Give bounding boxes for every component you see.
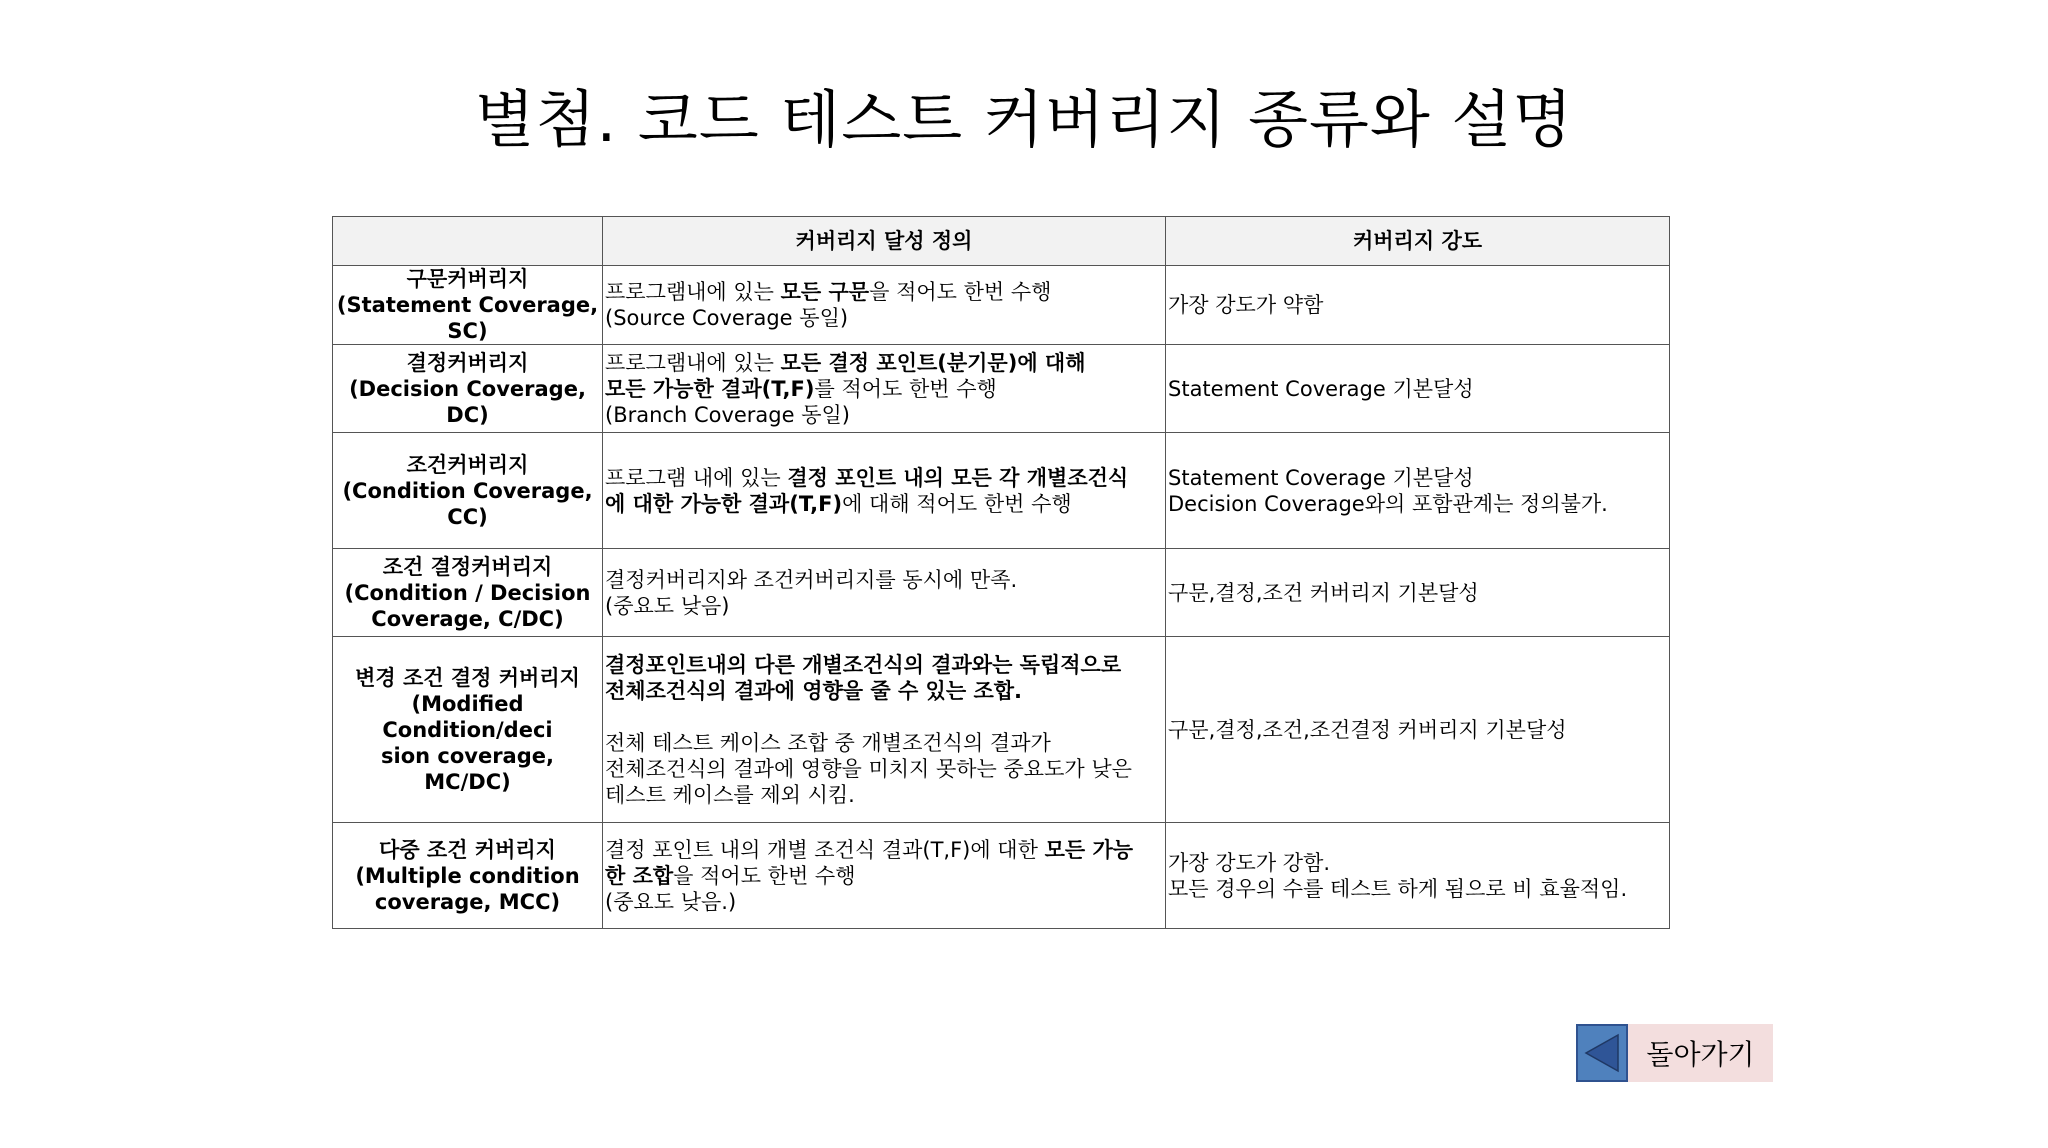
header-cell-empty	[333, 217, 603, 266]
strength-line: Statement Coverage 기본달성	[1168, 465, 1474, 490]
definition-line	[605, 652, 1163, 678]
definition-text: 결정 포인트 내의 개별 조건식 결과(T,F)에 대한	[605, 837, 1045, 862]
definition-text: (중요도 낮음)	[605, 593, 730, 618]
header-cell-definition: 커버리지 달성 정의	[603, 217, 1166, 266]
coverage-name-cell	[333, 637, 603, 823]
definition-text: 모든 결정 포인트(분기문)에 대해	[780, 350, 1086, 375]
page-title: 별첨. 코드 테스트 커버리지 종류와 설명	[474, 83, 1574, 156]
definition-line	[605, 889, 1163, 915]
definition-line	[605, 863, 1163, 889]
coverage-definition-cell	[603, 549, 1166, 637]
coverage-definition-cell	[603, 345, 1166, 433]
coverage-name-line: 구문커버리지	[406, 267, 529, 291]
table-row	[333, 433, 1670, 549]
coverage-name-cell	[333, 549, 603, 637]
definition-text: 모든 가능한 결과(T,F)	[605, 376, 815, 401]
coverage-definition-cell	[603, 433, 1166, 549]
definition-text: 프로그램내에 있는	[605, 280, 781, 304]
definition-line	[605, 782, 1163, 808]
definition-text: 전체조건식의 결과에 영향을 줄 수 있는 조합.	[605, 678, 1022, 703]
definition-text: 모든 구문	[780, 280, 870, 304]
table-row	[333, 549, 1670, 637]
header-cell-strength: 커버리지 강도	[1166, 217, 1670, 266]
definition-line	[605, 567, 1163, 593]
coverage-name-line: 결정커버리지	[406, 350, 529, 375]
table-header-row	[333, 217, 1670, 266]
definition-text: 테스트 케이스를 제외 시킴.	[605, 782, 855, 807]
coverage-strength-cell	[1166, 823, 1670, 929]
coverage-strength-cell	[1166, 637, 1670, 823]
coverage-name-line: (Condition / Decision	[344, 580, 591, 605]
back-button-label[interactable]: 돌아가기	[1628, 1024, 1773, 1082]
definition-line	[605, 376, 1163, 402]
definition-line	[605, 305, 1163, 331]
coverage-table	[332, 216, 1670, 929]
coverage-strength-cell	[1166, 345, 1670, 433]
definition-text: 프로그램내에 있는	[605, 350, 781, 375]
definition-line	[605, 730, 1163, 756]
coverage-name-line: 변경 조건 결정 커버리지	[355, 665, 580, 690]
definition-line	[605, 465, 1163, 491]
definition-text: 에 대한 가능한 결과(T,F)	[605, 491, 843, 516]
definition-text: 결정커버리지와 조건커버리지를 동시에 만족.	[605, 567, 1018, 592]
coverage-name-line: coverage, MCC)	[374, 889, 561, 914]
coverage-name-line: (Multiple condition	[355, 863, 580, 888]
definition-text: 전체조건식의 결과에 영향을 미치지 못하는 중요도가 낮은	[605, 756, 1132, 781]
coverage-strength-cell	[1166, 266, 1670, 345]
definition-text: 을 적어도 한번 수행	[673, 863, 856, 888]
coverage-definition-cell	[603, 637, 1166, 823]
coverage-definition-cell	[603, 823, 1166, 929]
back-button[interactable]	[1576, 1024, 1773, 1082]
definition-text: 프로그램 내에 있는	[605, 465, 788, 490]
definition-text: 을 적어도 한번 수행	[869, 280, 1052, 304]
coverage-name-line: sion coverage, MC/DC)	[381, 743, 554, 794]
coverage-name-cell	[333, 433, 603, 549]
table-row	[333, 345, 1670, 433]
coverage-name-line: 조건 결정커버리지	[382, 554, 553, 579]
definition-line	[605, 704, 1163, 730]
coverage-name-line: (Modified Condition/deci	[382, 691, 553, 742]
coverage-name-cell	[333, 345, 603, 433]
coverage-name-line: (Statement Coverage, SC)	[336, 293, 599, 343]
strength-line: 모든 경우의 수를 테스트 하게 됨으로 비 효율적임.	[1168, 876, 1628, 901]
definition-line	[605, 593, 1163, 619]
coverage-name-line: 다중 조건 커버리지	[379, 837, 556, 862]
definition-line	[605, 756, 1163, 782]
back-arrow-icon[interactable]	[1576, 1024, 1628, 1082]
definition-text: 에 대해 적어도 한번 수행	[842, 491, 1072, 516]
coverage-strength-cell	[1166, 433, 1670, 549]
table-row	[333, 266, 1670, 345]
definition-line	[605, 279, 1163, 305]
definition-text: (중요도 낮음.)	[605, 889, 737, 914]
definition-text: (Branch Coverage 동일)	[605, 402, 850, 427]
coverage-name-cell	[333, 266, 603, 345]
coverage-name-line: (Condition Coverage, CC)	[342, 478, 593, 529]
coverage-name-cell	[333, 823, 603, 929]
definition-line	[605, 837, 1163, 863]
definition-text: 결정포인트내의 다른 개별조건식의 결과와는 독립적으로	[605, 652, 1122, 677]
definition-text: 결정 포인트 내의 모든 각 개별조건식	[787, 465, 1129, 490]
strength-line: 구문,결정,조건,조건결정 커버리지 기본달성	[1168, 717, 1567, 742]
strength-line: 가장 강도가 강함.	[1168, 850, 1331, 875]
definition-line	[605, 350, 1163, 376]
coverage-definition-cell	[603, 266, 1166, 345]
definition-line	[605, 402, 1163, 428]
coverage-name-line: Coverage, C/DC)	[371, 606, 564, 631]
definition-text: (Source Coverage 동일)	[605, 306, 849, 330]
definition-text: 모든 가능	[1044, 837, 1134, 862]
coverage-name-line: (Decision Coverage, DC)	[349, 376, 586, 427]
definition-line	[605, 491, 1163, 517]
table-row	[333, 637, 1670, 823]
definition-text: 전체 테스트 케이스 조합 중 개별조건식의 결과가	[605, 730, 1051, 755]
strength-line: Statement Coverage 기본달성	[1168, 376, 1474, 401]
table-row	[333, 823, 1670, 929]
strength-line: 가장 강도가 약함	[1168, 293, 1324, 317]
definition-text: 한 조합	[605, 863, 674, 888]
definition-text: 를 적어도 한번 수행	[814, 376, 997, 401]
strength-line: Decision Coverage와의 포함관계는 정의불가.	[1168, 491, 1608, 516]
coverage-name-line: 조건커버리지	[406, 452, 529, 477]
definition-line	[605, 678, 1163, 704]
strength-line: 구문,결정,조건 커버리지 기본달성	[1168, 580, 1479, 605]
coverage-strength-cell	[1166, 549, 1670, 637]
